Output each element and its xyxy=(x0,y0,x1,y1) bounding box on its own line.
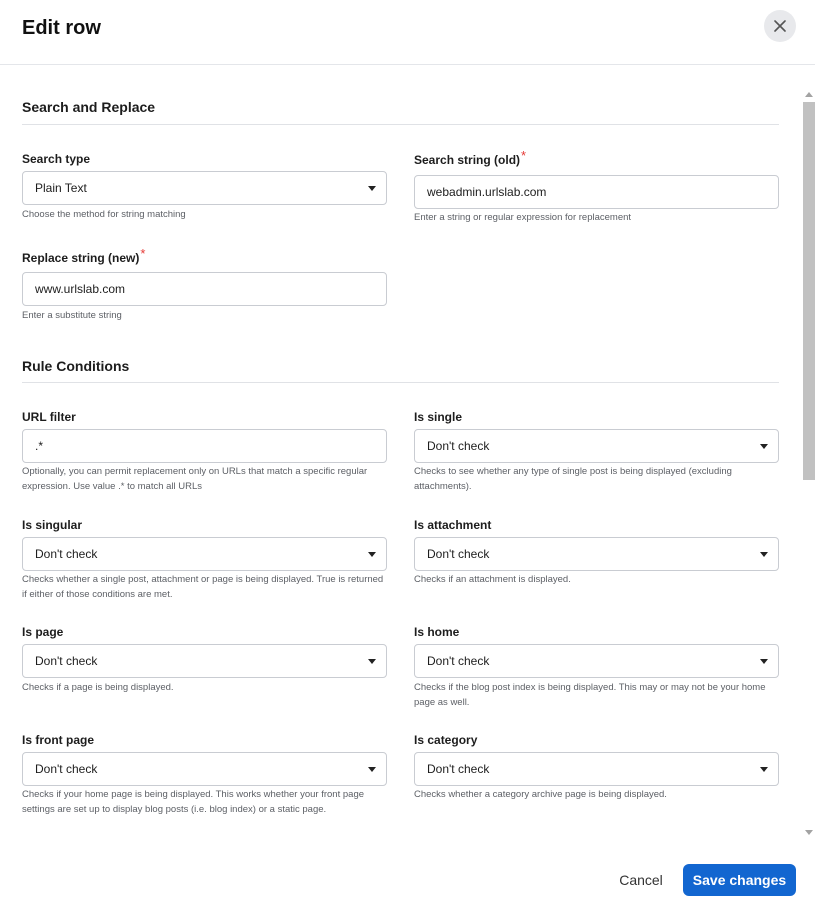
is-category-label: Is category xyxy=(414,733,478,747)
replace-string-help: Enter a substitute string xyxy=(22,310,122,321)
url-filter-label: URL filter xyxy=(22,410,76,424)
is-home-label: Is home xyxy=(414,625,460,639)
is-front-page-value: Don't check xyxy=(35,762,98,776)
is-category-help: Checks whether a category archive page is being displayed. xyxy=(414,789,667,800)
search-string-help: Enter a string or regular expression for replacement xyxy=(414,212,632,223)
is-singular-value: Don't check xyxy=(35,547,98,561)
search-string-input[interactable] xyxy=(414,175,779,209)
is-single-select[interactable] xyxy=(414,429,779,463)
is-home-select[interactable] xyxy=(414,644,779,678)
is-singular-label: Is singular xyxy=(22,518,83,532)
save-changes-button[interactable]: Save changes xyxy=(683,864,796,896)
is-front-page-select[interactable] xyxy=(22,752,387,786)
url-filter-value: .* xyxy=(35,439,44,453)
dialog-header xyxy=(0,0,815,65)
scroll-up-icon[interactable] xyxy=(805,92,813,97)
chevron-down-icon xyxy=(760,552,768,557)
dialog-title: Edit row xyxy=(22,17,101,39)
is-attachment-label: Is attachment xyxy=(414,518,492,532)
chevron-down-icon xyxy=(760,767,768,772)
is-attachment-select[interactable] xyxy=(414,537,779,571)
scroll-down-icon[interactable] xyxy=(805,830,813,835)
is-page-value: Don't check xyxy=(35,654,98,668)
close-icon xyxy=(774,20,786,32)
chevron-down-icon xyxy=(760,659,768,664)
search-string-label: Search string (old)* xyxy=(414,148,527,167)
is-page-help: Checks if a page is being displayed. xyxy=(22,682,174,693)
section-title-search-replace: Search and Replace xyxy=(22,99,156,115)
is-home-value: Don't check xyxy=(427,654,490,668)
chevron-down-icon xyxy=(368,659,376,664)
search-type-select[interactable] xyxy=(22,171,387,205)
required-marker: * xyxy=(521,148,527,163)
is-home-help: Checks if the blog post index is being displayed. This may or may not be your home page as well. xyxy=(414,682,766,708)
is-attachment-help: Checks if an attachment is displayed. xyxy=(414,574,571,585)
chevron-down-icon xyxy=(760,444,768,449)
is-front-page-help: Checks if your home page is being displayed. This works whether your front page settings are set up to display blog posts (i.e. blog index) or a static page. xyxy=(22,789,365,815)
replace-string-value: www.urlslab.com xyxy=(35,282,126,296)
is-category-select[interactable] xyxy=(414,752,779,786)
search-string-value: webadmin.urlslab.com xyxy=(427,185,547,199)
cancel-button[interactable]: Cancel xyxy=(619,872,663,888)
url-filter-input[interactable] xyxy=(22,429,387,463)
url-filter-help: Optionally, you can permit replacement only on URLs that match a specific regular expression. Use value .* to match all URLs xyxy=(22,466,368,492)
chevron-down-icon xyxy=(368,186,376,191)
section-title-rule-conditions: Rule Conditions xyxy=(22,358,130,374)
replace-string-label: Replace string (new)* xyxy=(22,246,146,265)
is-page-select[interactable] xyxy=(22,644,387,678)
search-type-help: Choose the method for string matching xyxy=(22,209,186,220)
is-single-help: Checks to see whether any type of single post is being displayed (excluding attachments). xyxy=(414,466,732,492)
chevron-down-icon xyxy=(368,552,376,557)
is-single-value: Don't check xyxy=(427,439,490,453)
required-marker: * xyxy=(140,246,146,261)
is-category-value: Don't check xyxy=(427,762,490,776)
is-attachment-value: Don't check xyxy=(427,547,490,561)
scrollbar-thumb[interactable] xyxy=(803,102,815,480)
search-type-label: Search type xyxy=(22,152,91,166)
is-singular-select[interactable] xyxy=(22,537,387,571)
is-page-label: Is page xyxy=(22,625,64,639)
close-button[interactable] xyxy=(764,10,796,42)
is-singular-help: Checks whether a single post, attachment or page is being displayed. True is returned if either of those conditions are met. xyxy=(22,574,384,600)
search-type-value: Plain Text xyxy=(35,181,87,195)
section-divider xyxy=(22,382,779,383)
replace-string-input[interactable] xyxy=(22,272,387,306)
chevron-down-icon xyxy=(368,767,376,772)
is-front-page-label: Is front page xyxy=(22,733,95,747)
dialog-body xyxy=(0,65,803,842)
section-divider xyxy=(22,124,779,125)
is-single-label: Is single xyxy=(414,410,463,424)
